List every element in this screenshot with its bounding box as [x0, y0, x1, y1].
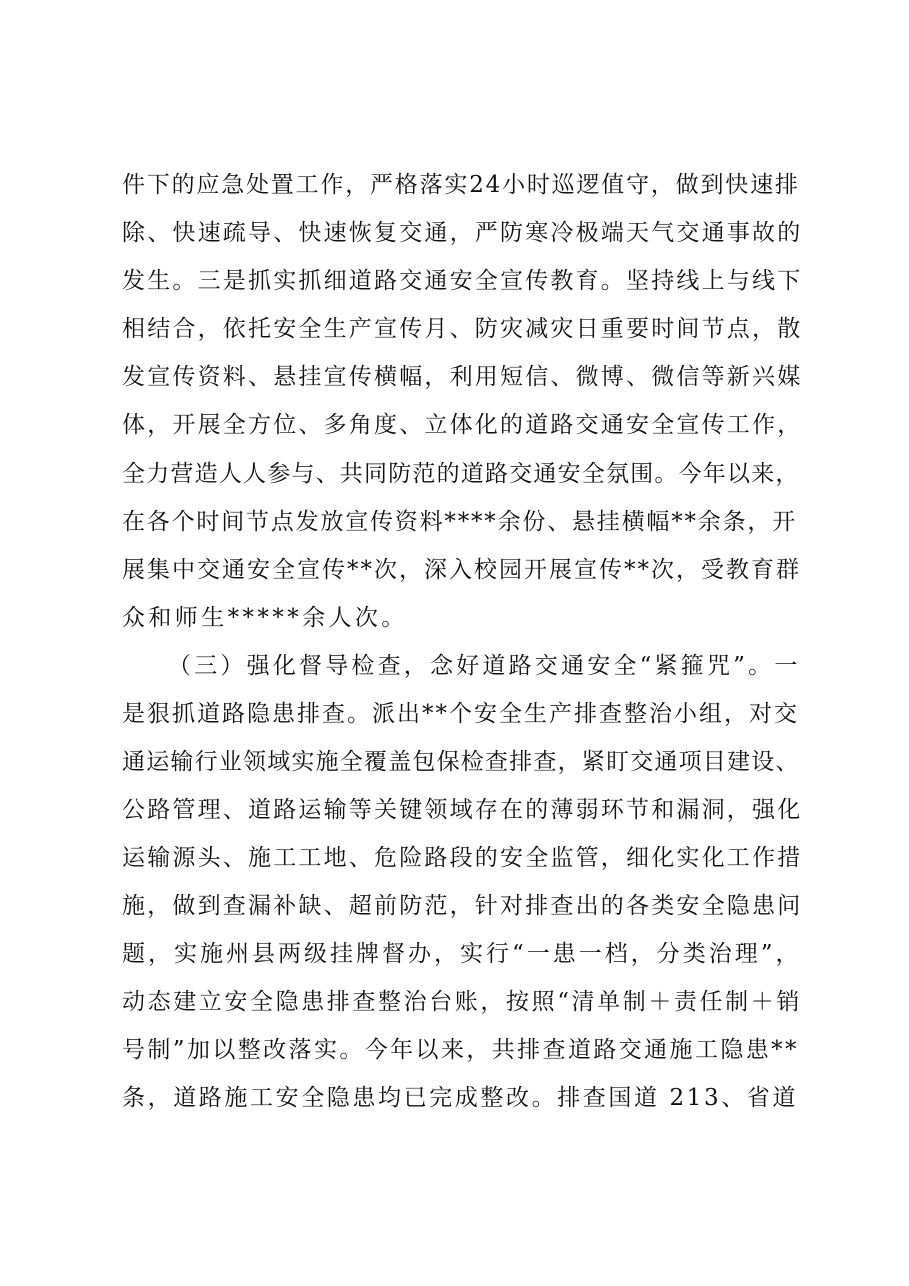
text-line: 号制”加以整改落实。今年以来，共排查道路交通施工隐患**	[122, 1037, 799, 1063]
text-line: 通运输行业领域实施全覆盖包保检查排查，紧盯交通项目建设、	[122, 749, 800, 775]
text-line: 运输源头、施工工地、危险路段的安全监管，细化实化工作措	[122, 845, 803, 871]
text-line: 除、快速疏导、快速恢复交通，严防寒冷极端天气交通事故的	[122, 220, 803, 246]
text-line: 发生。三是抓实抓细道路交通安全宣传教育。坚持线上与线下	[122, 268, 803, 294]
text-line: 件下的应急处置工作，严格落实24小时巡逻值守，做到快速排	[122, 172, 800, 198]
text-line: 在各个时间节点发放宣传资料****余份、悬挂横幅**余条，开	[122, 509, 797, 535]
text-line: 动态建立安全隐患排查整治台账，按照“清单制＋责任制＋销	[122, 989, 802, 1015]
text-line: 相结合，依托安全生产宣传月、防灾减灾日重要时间节点，散	[122, 316, 803, 342]
section-heading-line: （三）强化督导检查，念好道路交通安全“紧箍咒”。一	[168, 653, 801, 679]
text-line: 题，实施州县两级挂牌督办，实行“一患一档，分类治理”，	[122, 941, 802, 967]
text-line: 全力营造人人参与、共同防范的道路交通安全氛围。今年以来，	[122, 461, 800, 487]
text-line: 发宣传资料、悬挂宣传横幅，利用短信、微博、微信等新兴媒	[122, 364, 803, 390]
text-line: 施，做到查漏补缺、超前防范，针对排查出的各类安全隐患问	[122, 893, 803, 919]
text-line: 展集中交通安全宣传**次，深入校园开展宣传**次，受教育群	[122, 557, 801, 583]
text-line: 条，道路施工安全隐患均已完成整改。排查国道 213、省道	[122, 1085, 799, 1111]
text-line: 体，开展全方位、多角度、立体化的道路交通安全宣传工作，	[122, 412, 803, 438]
text-line: 众和师生*****余人次。	[122, 605, 408, 631]
text-line: 公路管理、道路运输等关键领域存在的薄弱环节和漏洞，强化	[122, 797, 803, 823]
text-line: 是狠抓道路隐患排查。派出**个安全生产排查整治小组，对交	[122, 701, 799, 727]
